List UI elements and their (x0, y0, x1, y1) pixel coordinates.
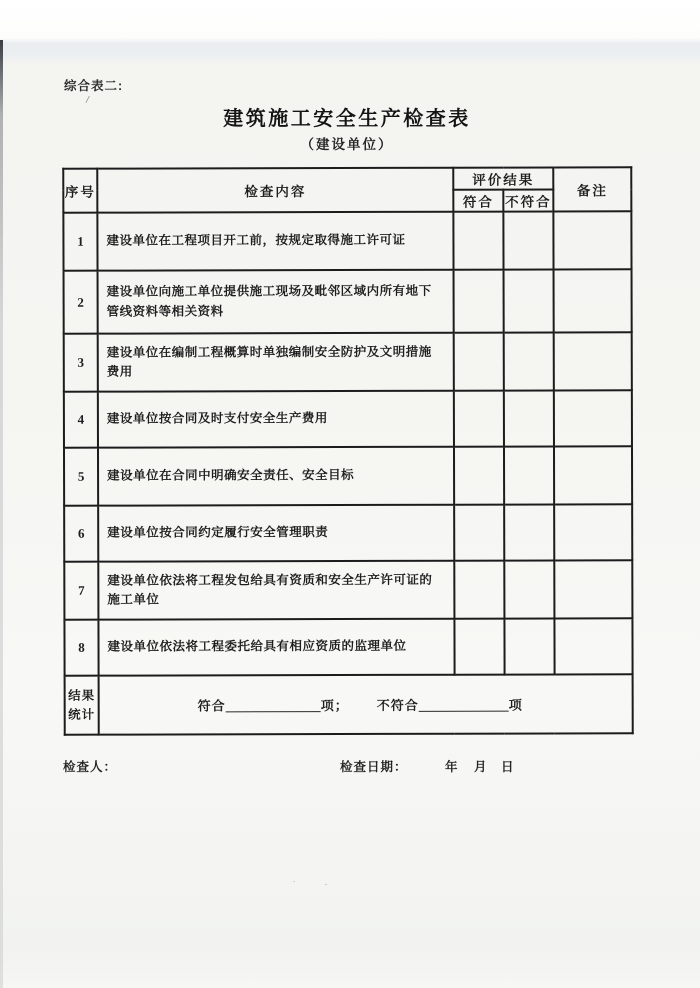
page-title: 建筑施工安全生产检查表 (223, 108, 471, 130)
row-index: 6 (64, 506, 98, 562)
remark-cell (554, 618, 632, 674)
table-row (63, 211, 631, 270)
row-index: 7 (64, 562, 98, 620)
form-code: 综合表二: (64, 79, 124, 93)
summary-pass-label: 符合 (197, 698, 226, 714)
pass-cell (454, 447, 504, 505)
row-content: 建设单位按合同及时支付安全生产费用 (98, 391, 454, 448)
remark-cell (554, 332, 632, 390)
row-index: 1 (63, 213, 97, 271)
pass-count-blank (226, 711, 321, 712)
pass-cell (454, 270, 504, 333)
header-index: 序号 (63, 169, 97, 213)
date-month-label: 月 (474, 760, 488, 774)
fail-cell (504, 332, 554, 390)
pass-cell (454, 391, 504, 447)
fail-cell (504, 390, 554, 446)
row-index: 5 (64, 448, 98, 506)
scan-artifact: ` (323, 881, 332, 893)
summary-pass-suffix: 项； (320, 697, 349, 714)
pass-cell (454, 333, 504, 391)
fail-cell (504, 446, 554, 504)
fail-cell (504, 269, 554, 332)
remark-cell (554, 560, 632, 618)
summary-label-line1: 结果 (68, 688, 96, 703)
fail-cell (504, 504, 554, 560)
row-content: 建设单位在工程项目开工前，按规定取得施工许可证 (97, 212, 453, 271)
fail-count-blank (419, 711, 509, 712)
inspection-date-label: 检查日期： (340, 760, 408, 774)
summary-label (65, 676, 99, 735)
date-day-label: 日 (501, 760, 515, 774)
row-content: 建设单位在合同中明确安全责任、安全目标 (98, 447, 454, 506)
table-row (64, 332, 632, 391)
table-row (64, 390, 632, 447)
pass-cell (454, 505, 504, 561)
header-fail: 不符合 (503, 189, 553, 211)
summary-body (99, 674, 633, 734)
inspection-table (62, 166, 633, 735)
date-year-label: 年 (445, 760, 459, 774)
row-content: 建设单位按合同约定履行安全管理职责 (98, 505, 454, 562)
summary-fail-suffix: 项 (508, 697, 523, 713)
row-index: 3 (64, 334, 98, 392)
pass-cell (454, 619, 504, 675)
row-content: 建设单位依法将工程委托给具有相应资质的监理单位 (98, 619, 454, 676)
fail-cell (503, 211, 553, 269)
row-index: 4 (64, 392, 98, 448)
summary-fail-label: 不符合 (376, 697, 419, 713)
header-pass: 符合 (453, 190, 503, 212)
row-content: 建设单位在编制工程概算时单独编制安全防护及文明措施费用 (98, 333, 454, 392)
summary-row (65, 674, 633, 734)
row-content: 建设单位依法将工程发包给具有资质和安全生产许可证的施工单位 (98, 561, 454, 620)
page-subtitle: （建设单位） (300, 137, 394, 152)
table-row (64, 269, 632, 333)
remark-cell (554, 504, 632, 560)
summary-label-line2: 统计 (68, 707, 96, 722)
inspector-label: 检查人： (63, 760, 118, 774)
table-row (64, 446, 632, 505)
table-row (64, 504, 632, 561)
footer (0, 757, 700, 777)
pass-cell (453, 212, 503, 270)
table-row (64, 560, 632, 619)
scan-artifact: · (290, 876, 299, 886)
fail-cell (504, 560, 554, 618)
remark-cell (553, 211, 631, 269)
remark-cell (554, 390, 632, 446)
remark-cell (554, 269, 632, 332)
fail-cell (504, 618, 554, 674)
remark-cell (554, 446, 632, 504)
scan-artifact: / (84, 94, 90, 107)
row-index: 8 (64, 620, 98, 676)
pass-cell (454, 561, 504, 619)
table-row (64, 618, 632, 675)
row-content: 建设单位向施工单位提供施工现场及毗邻区域内所有地下管线资料等相关资料 (98, 270, 454, 334)
row-index: 2 (64, 271, 98, 334)
header-content: 检查内容 (97, 168, 453, 213)
scan-edge-shadow (0, 40, 3, 988)
header-evaluation: 评价结果 (453, 167, 553, 189)
header-remark: 备注 (553, 167, 631, 211)
